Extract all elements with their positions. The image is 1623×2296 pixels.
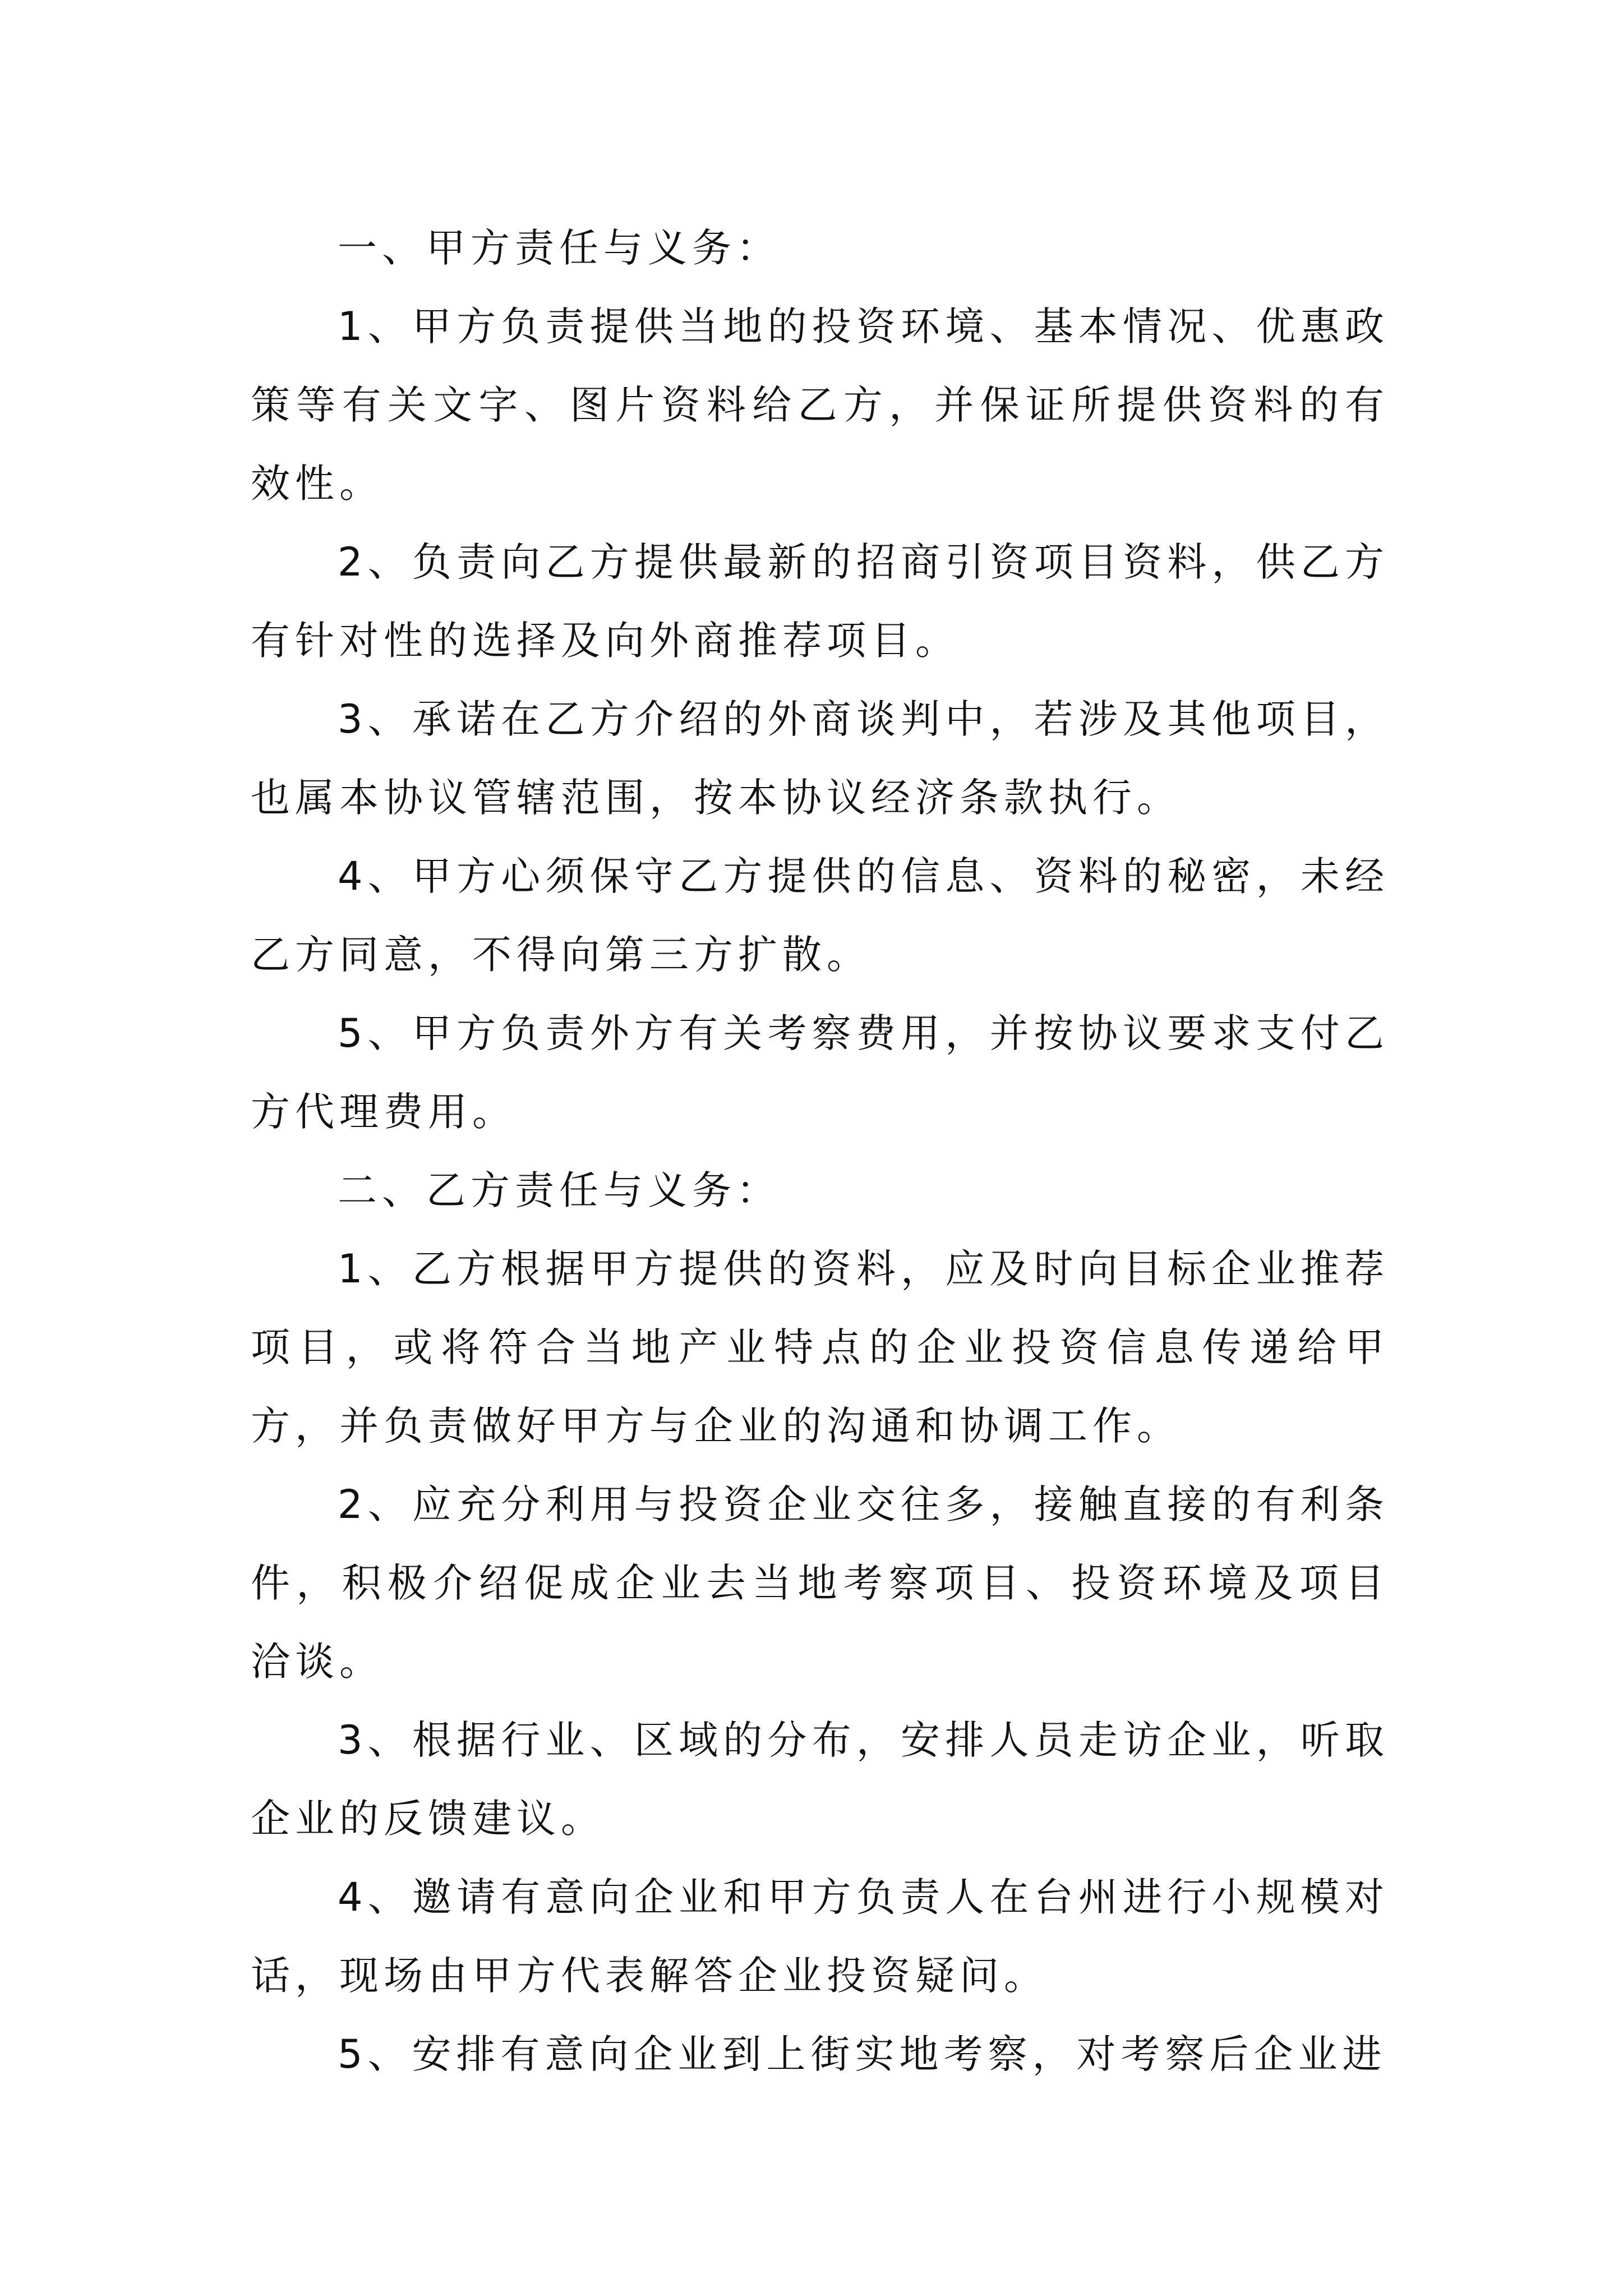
party-b-clause-4: 4、邀请有意向企业和甲方负责人在台州进行小规模对话，现场由甲方代表解答企业投资疑问。 [251,1874,1389,1999]
party-b-clause-3: 3、根据行业、区域的分布，安排人员走访企业，听取企业的反馈建议。 [251,1717,1389,1842]
party-a-clause-3: 3、承诺在乙方介绍的外商谈判中，若涉及其他项目，也属本协议管辖范围，按本协议经济条款执行。 [251,696,1389,821]
party-b-clause-1: 1、乙方根据甲方提供的资料，应及时向目标企业推荐项目，或将符合当地产业特点的企业投资信息传递给甲方，并负责做好甲方与企业的沟通和协调工作。 [251,1246,1389,1449]
section-heading-party-a: 一、甲方责任与义务： [338,225,781,271]
party-a-clause-5: 5、甲方负责外方有关考察费用，并按协议要求支付乙方代理费用。 [251,1010,1389,1135]
party-b-clause-5: 5、安排有意向企业到上街实地考察，对考察后企业进 [338,2031,1387,2077]
party-a-clause-4: 4、甲方心须保守乙方提供的信息、资料的秘密，未经乙方同意，不得向第三方扩散。 [251,853,1389,978]
section-heading-party-b: 二、乙方责任与义务： [338,1167,781,1213]
document-body [251,209,1389,2093]
party-b-clause-2: 2、应充分利用与投资企业交往多，接触直接的有利条件，积极介绍促成企业去当地考察项目、投资环境及项目洽谈。 [251,1481,1389,1685]
party-a-clause-2: 2、负责向乙方提供最新的招商引资项目资料，供乙方有针对性的选择及向外商推荐项目。 [251,539,1389,664]
party-a-clause-1: 1、甲方负责提供当地的投资环境、基本情况、优惠政策等有关文字、图片资料给乙方，并保证所提供资料的有效性。 [251,303,1389,507]
